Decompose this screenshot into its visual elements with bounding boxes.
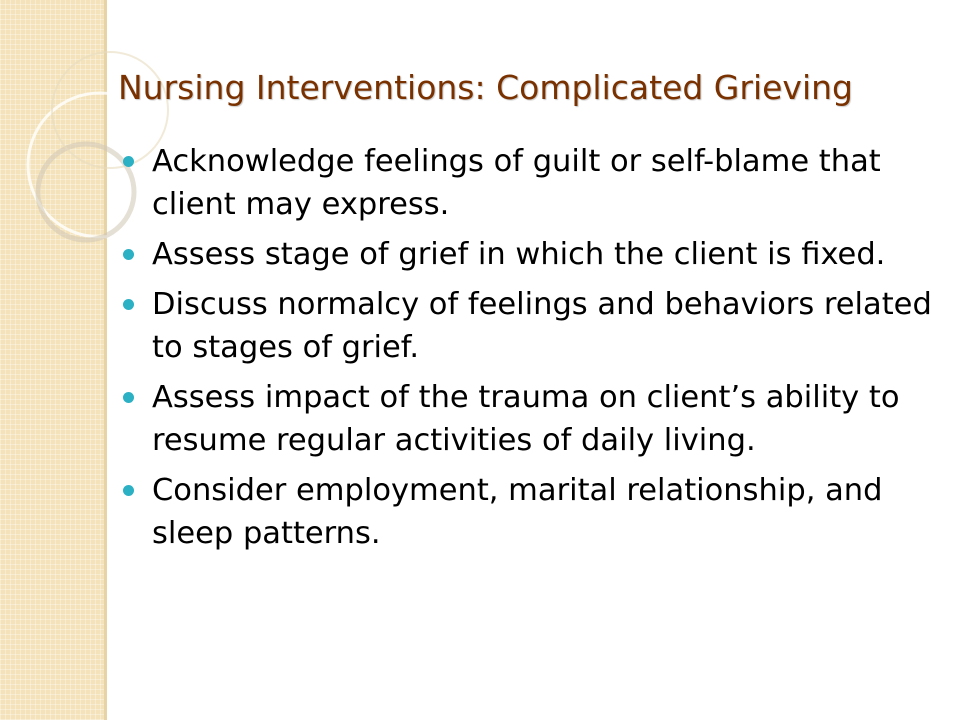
bullet-list (120, 140, 950, 562)
bullet-dot-icon (123, 156, 134, 167)
bullet-dot-icon (123, 249, 134, 260)
bullet-item (120, 140, 950, 226)
slide-title: Nursing Interventions: Complicated Grieving (118, 68, 853, 107)
bullet-dot-icon (123, 485, 134, 496)
bullet-item (120, 376, 950, 462)
bullet-dot-icon (123, 392, 134, 403)
bullet-item (120, 233, 950, 276)
bullet-text: Discuss normalcy of feelings and behaviors related to stages of grief. (152, 287, 932, 365)
bullet-dot-icon (123, 299, 134, 310)
bullet-item (120, 283, 950, 369)
bullet-text: Assess stage of grief in which the client is fixed. (152, 237, 886, 272)
bullet-text: Assess impact of the trauma on client’s ability to resume regular activities of daily living. (152, 380, 900, 458)
bullet-item (120, 469, 950, 555)
bullet-text: Acknowledge feelings of guilt or self-blame that client may express. (152, 144, 881, 222)
bullet-text: Consider employment, marital relationship, and sleep patterns. (152, 473, 883, 551)
